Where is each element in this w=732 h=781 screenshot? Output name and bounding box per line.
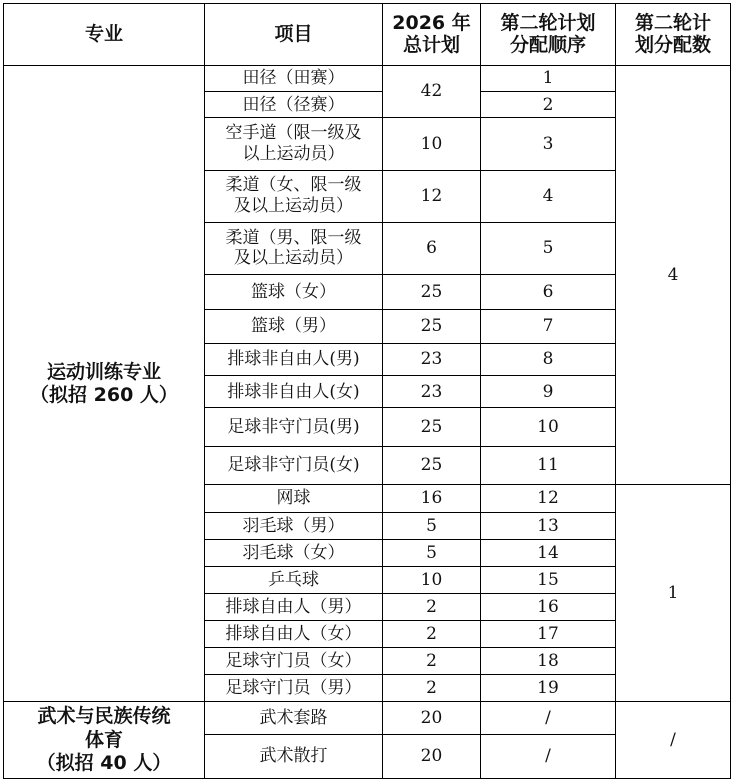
item-cell: 排球自由人（女）: [205, 621, 383, 648]
plan-cell: 16: [383, 484, 481, 512]
item-cell: 足球守门员（男）: [205, 675, 383, 702]
header-count: [616, 4, 731, 66]
plan-cell: 2: [383, 675, 481, 702]
plan-cell: 25: [383, 408, 481, 446]
item-cell: 乒乓球: [205, 567, 383, 594]
major-line1: 武术与民族传统: [37, 705, 171, 728]
header-count-line2: 划分配数: [634, 33, 711, 56]
major-line2: 体育: [84, 728, 123, 751]
count-cell-group-a: 4: [616, 66, 731, 485]
order-cell: 11: [481, 446, 616, 484]
header-order: [481, 4, 616, 66]
header-item: 项目: [205, 4, 383, 66]
item-cell: 排球自由人（男）: [205, 594, 383, 621]
header-row: [4, 4, 731, 66]
enrollment-plan-table: [3, 3, 731, 779]
header-order-line2: 分配顺序: [509, 33, 586, 56]
plan-cell: 23: [383, 344, 481, 376]
plan-cell: 2: [383, 648, 481, 675]
item-line2: 及以上运动员）: [234, 248, 353, 269]
order-cell: 8: [481, 344, 616, 376]
plan-cell: 5: [383, 512, 481, 539]
item-cell: [205, 222, 383, 274]
order-cell: 9: [481, 376, 616, 408]
major-line1: 运动训练专业: [46, 360, 161, 383]
order-cell: 14: [481, 539, 616, 566]
item-line1: 柔道（女、限一级: [225, 175, 362, 196]
item-cell: 排球非自由人(女): [205, 376, 383, 408]
plan-cell: 20: [383, 702, 481, 734]
item-line1: 空手道（限一级及: [225, 123, 362, 144]
order-cell: 4: [481, 170, 616, 222]
item-cell: 篮球（男）: [205, 310, 383, 344]
major-line2: （拟招 260 人）: [30, 383, 178, 406]
order-cell: 15: [481, 567, 616, 594]
header-count-line1: 第二轮计: [634, 12, 711, 35]
plan-cell: 6: [383, 222, 481, 274]
major-line3: （拟招 40 人）: [36, 751, 172, 774]
plan-cell: 2: [383, 621, 481, 648]
plan-cell: 12: [383, 170, 481, 222]
order-cell: /: [481, 734, 616, 778]
item-cell: 田径（田赛）: [205, 66, 383, 92]
table-row: [4, 66, 731, 92]
plan-cell: 25: [383, 274, 481, 309]
item-cell: [205, 118, 383, 170]
order-cell: 13: [481, 512, 616, 539]
major-sports-training: [4, 66, 205, 702]
order-cell: /: [481, 702, 616, 734]
item-cell: 排球非自由人(男): [205, 344, 383, 376]
order-cell: 6: [481, 274, 616, 309]
order-cell: 18: [481, 648, 616, 675]
item-cell: 田径（径赛）: [205, 92, 383, 118]
order-cell: 7: [481, 310, 616, 344]
order-cell: 16: [481, 594, 616, 621]
item-cell: 武术套路: [205, 702, 383, 734]
order-cell: 1: [481, 66, 616, 92]
item-cell: 武术散打: [205, 734, 383, 778]
plan-cell: 10: [383, 118, 481, 170]
header-major: 专业: [4, 4, 205, 66]
plan-cell: 2: [383, 594, 481, 621]
header-plan: [383, 4, 481, 66]
item-cell: 足球非守门员(女): [205, 446, 383, 484]
plan-cell: 20: [383, 734, 481, 778]
item-cell: 篮球（女）: [205, 274, 383, 309]
plan-cell: 42: [383, 66, 481, 118]
major-wushu: [4, 702, 205, 779]
plan-cell: 23: [383, 376, 481, 408]
item-cell: [205, 170, 383, 222]
order-cell: 10: [481, 408, 616, 446]
order-cell: 12: [481, 484, 616, 512]
order-cell: 3: [481, 118, 616, 170]
order-cell: 5: [481, 222, 616, 274]
order-cell: 17: [481, 621, 616, 648]
plan-cell: 5: [383, 539, 481, 566]
item-line1: 柔道（男、限一级: [225, 227, 362, 248]
header-plan-line1: 2026 年: [392, 12, 471, 35]
table-row: [4, 702, 731, 734]
plan-cell: 10: [383, 567, 481, 594]
item-cell: 羽毛球（男）: [205, 512, 383, 539]
plan-cell: 25: [383, 446, 481, 484]
order-cell: 19: [481, 675, 616, 702]
item-cell: 羽毛球（女）: [205, 539, 383, 566]
count-cell-group-b: 1: [616, 484, 731, 702]
item-cell: 足球守门员（女）: [205, 648, 383, 675]
header-plan-line2: 总计划: [402, 33, 460, 56]
item-cell: 网球: [205, 484, 383, 512]
item-cell: 足球非守门员(男): [205, 408, 383, 446]
item-line2: 及以上运动员）: [234, 196, 353, 217]
header-order-line1: 第二轮计划: [500, 12, 596, 35]
order-cell: 2: [481, 92, 616, 118]
count-cell-wushu: /: [616, 702, 731, 779]
plan-cell: 25: [383, 310, 481, 344]
item-line2: 以上运动员）: [242, 144, 345, 165]
